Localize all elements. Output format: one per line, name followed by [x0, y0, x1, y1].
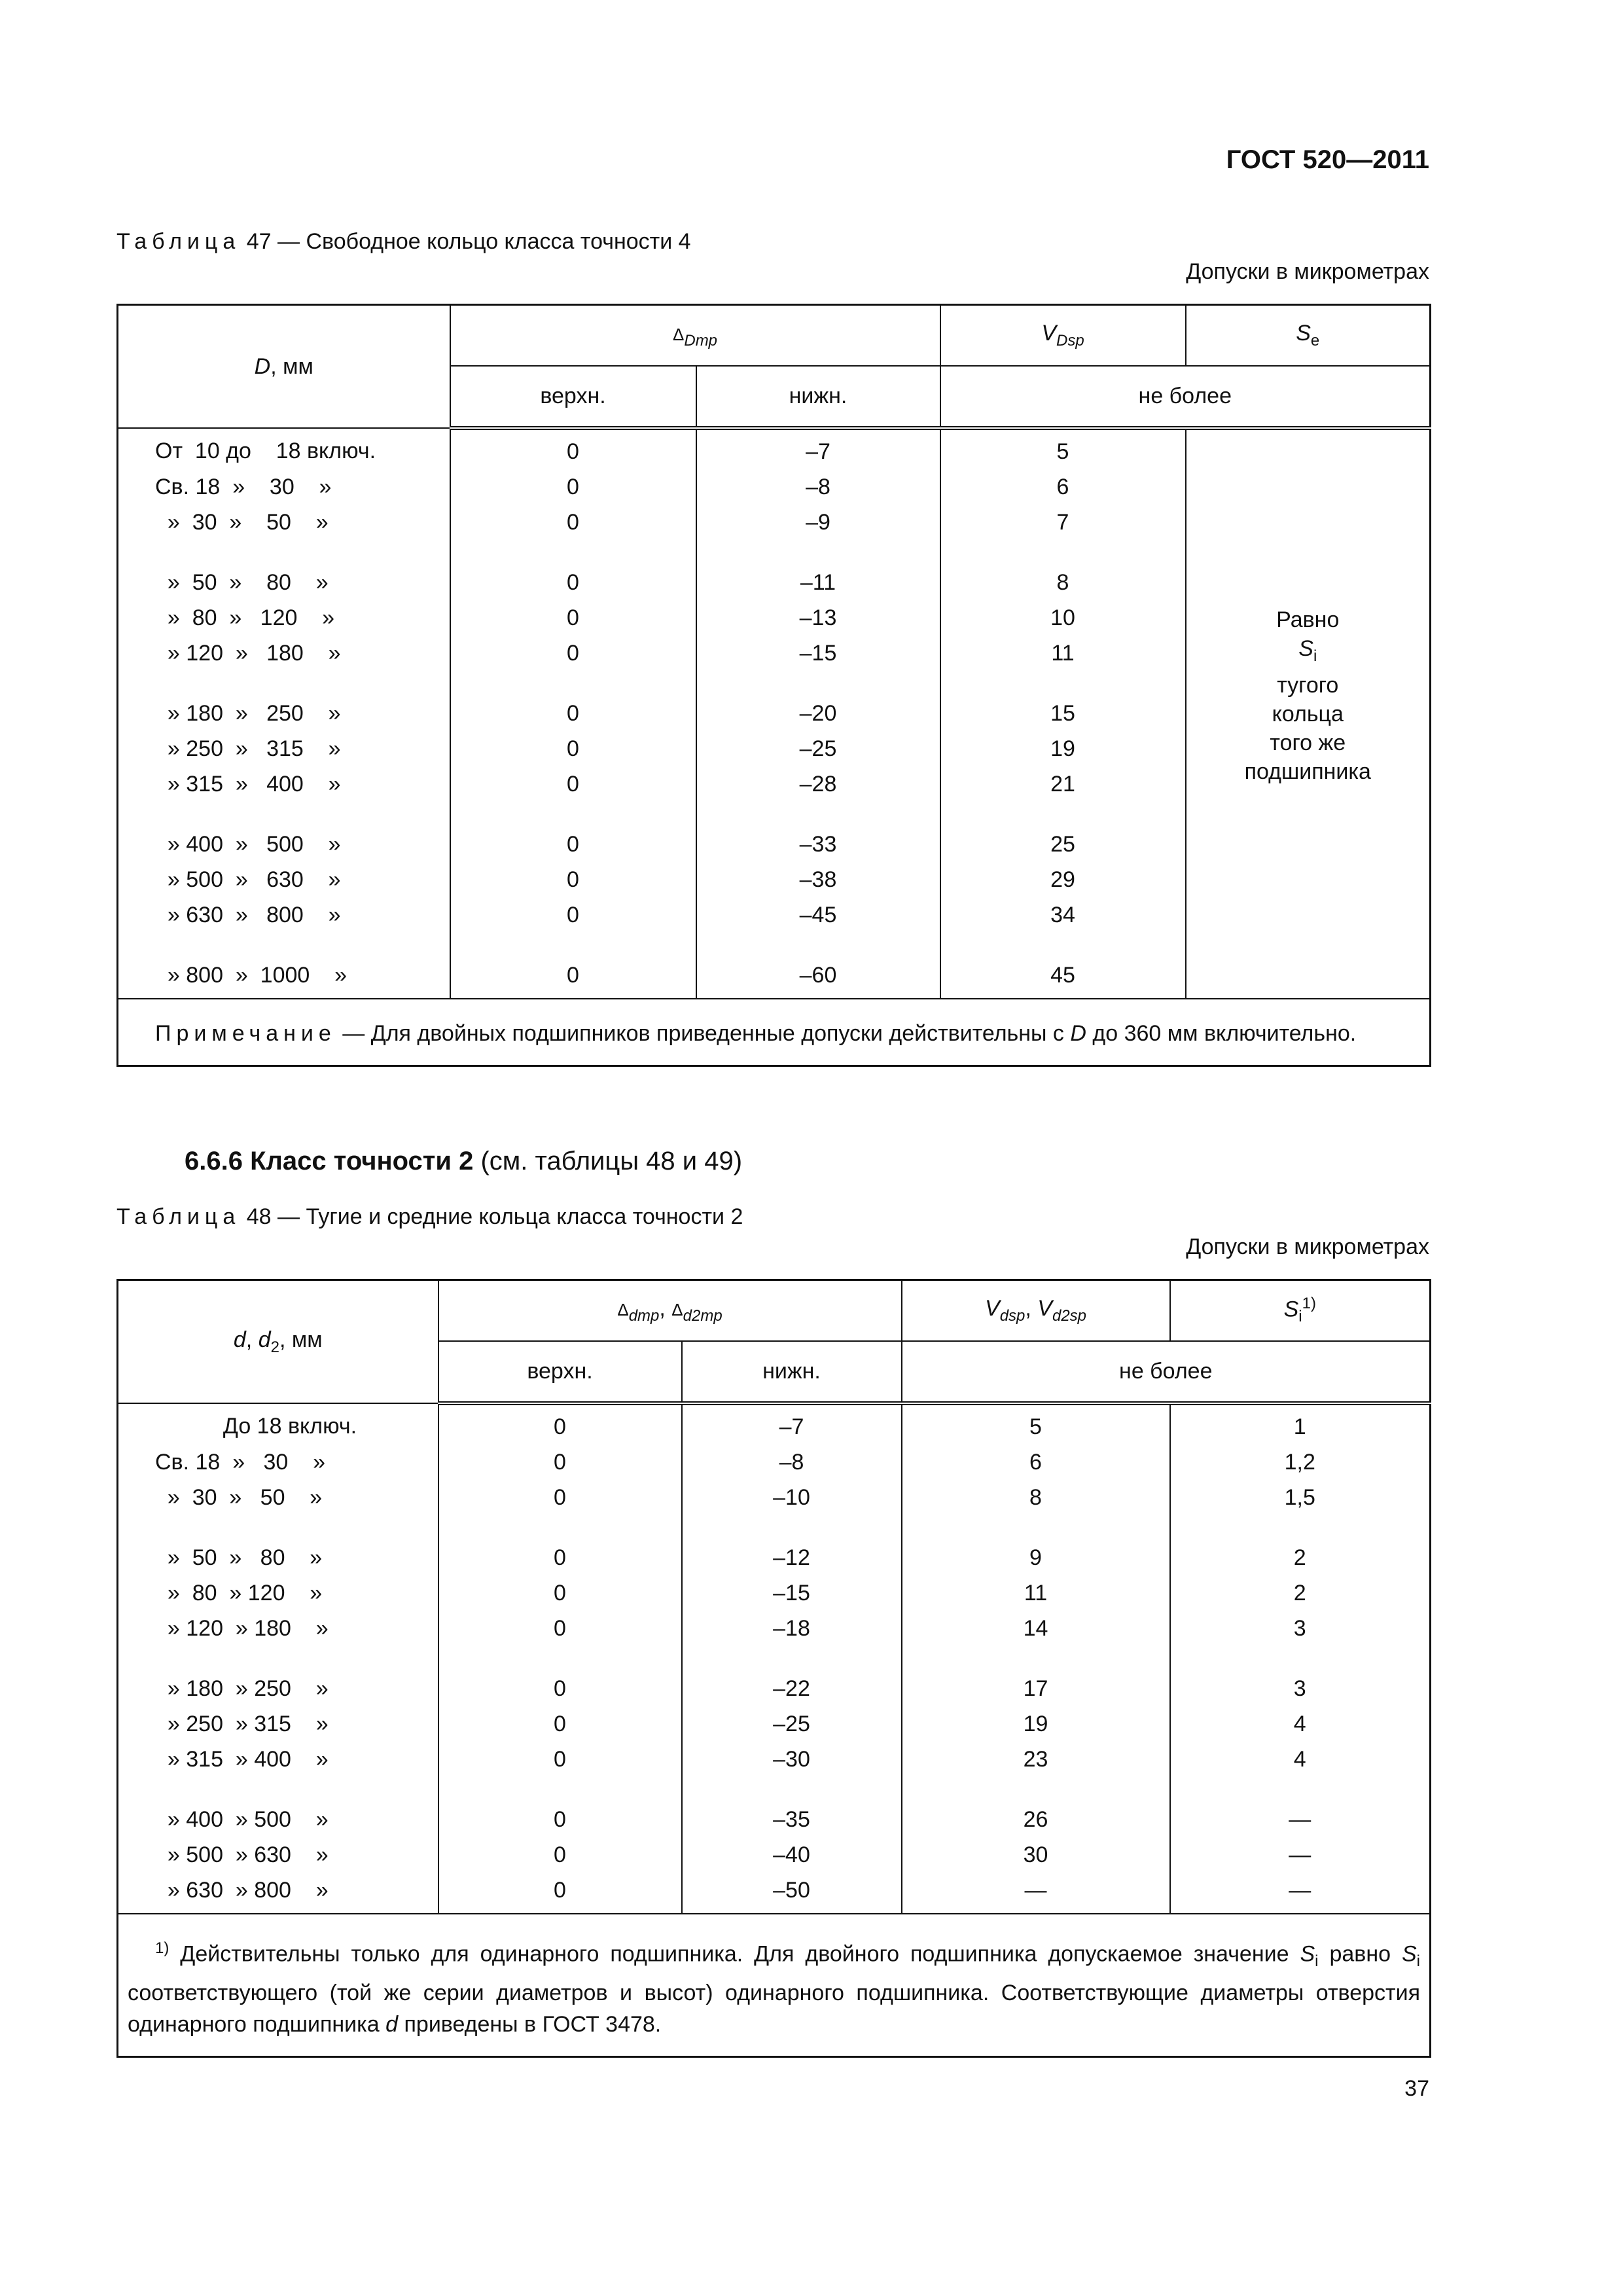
v-cell: 5	[902, 1403, 1170, 1444]
delta-symbol: Δ	[617, 1300, 629, 1320]
v-cell: 6	[902, 1444, 1170, 1480]
range-cell: До 18 включ.	[118, 1403, 438, 1444]
se-text-line: тугого	[1277, 672, 1339, 698]
upper-cell: 0	[450, 505, 696, 540]
v-cell: 29	[940, 862, 1186, 897]
v-cell: 19	[940, 731, 1186, 766]
footnote-text: Действительны только для одинарного подшипника. Для двойного подшипника допускаемое значение	[169, 1941, 1300, 1967]
table-row	[118, 1873, 1431, 1914]
v-symbol: V	[1037, 1296, 1052, 1321]
d-unit: , мм	[270, 353, 313, 379]
col-header-d: d, $d_2$, мм	[118, 1280, 438, 1404]
upper-cell: 0	[450, 897, 696, 933]
row-gap	[118, 1646, 1431, 1671]
page-number: 37	[1404, 2076, 1429, 2101]
note-d-symbol: D	[1070, 1021, 1086, 1046]
s-sub: e	[1310, 331, 1320, 350]
col-header-v-dsp: $V_{dsp}$, $V_{d2sp}$	[902, 1280, 1170, 1342]
upper-cell: 0	[438, 1873, 682, 1914]
footnote-mark: 1)	[155, 1939, 169, 1957]
table-note-row	[118, 999, 1431, 1066]
d-symbol: D	[254, 353, 271, 379]
footnote-text: равно	[1318, 1941, 1402, 1967]
table-row	[118, 1403, 1431, 1444]
v-cell: 11	[940, 636, 1186, 671]
v-cell: 10	[940, 600, 1186, 636]
v-cell: 9	[902, 1540, 1170, 1575]
range-cell: От 10 до 18 включ.	[118, 428, 450, 469]
v-cell: 26	[902, 1802, 1170, 1837]
lower-cell: –15	[682, 1575, 902, 1611]
range-cell: » 180 » 250 »	[118, 1671, 438, 1706]
range-cell: » 500 » 630 »	[118, 862, 450, 897]
delta-sub: dmp	[628, 1306, 660, 1325]
v-cell: 17	[902, 1671, 1170, 1706]
note-text: до 360 мм включительно.	[1086, 1021, 1357, 1046]
caption-text: 47 — Свободное кольцо класса точности 4	[240, 229, 691, 254]
range-cell: » 400 » 500 »	[118, 827, 450, 862]
lower-cell: –50	[682, 1873, 902, 1914]
v-cell: 45	[940, 958, 1186, 999]
d-symbol: d	[233, 1327, 246, 1352]
upper-cell: 0	[438, 1444, 682, 1480]
s-symbol: S	[1296, 321, 1311, 346]
v-cell: 8	[902, 1480, 1170, 1515]
section-heading	[185, 1147, 742, 1176]
table-48	[116, 1279, 1431, 2058]
lower-cell: –11	[696, 565, 940, 600]
document-code: ГОСТ 520—2011	[1226, 145, 1429, 174]
s-cell: 1	[1170, 1403, 1431, 1444]
col-header-delta-dmp	[450, 305, 940, 367]
section-reference: (см. таблицы 48 и 49)	[473, 1147, 743, 1175]
range-cell: » 800 » 1000 »	[118, 958, 450, 999]
se-text-si	[1186, 634, 1430, 671]
se-merged-cell	[1186, 428, 1431, 958]
upper-cell: 0	[450, 696, 696, 731]
se-text-line: кольца	[1272, 701, 1344, 726]
note-label: Примечание	[155, 1021, 336, 1046]
s-footnote-mark: 1)	[1302, 1295, 1316, 1313]
table-row	[118, 1480, 1431, 1515]
lower-cell: –9	[696, 505, 940, 540]
v-sub: d2sp	[1052, 1306, 1087, 1325]
upper-cell: 0	[438, 1742, 682, 1777]
upper-cell: 0	[450, 862, 696, 897]
lower-cell: –22	[682, 1671, 902, 1706]
v-sub: Dsp	[1056, 331, 1084, 350]
s-cell: 2	[1170, 1575, 1431, 1611]
upper-cell: 0	[438, 1575, 682, 1611]
note-text: — Для двойных подшипников приведенные допуски действительны с	[336, 1021, 1071, 1046]
row-gap	[118, 1777, 1431, 1802]
table-note	[118, 999, 1431, 1066]
s-cell: —	[1170, 1873, 1431, 1914]
subheader-lower: нижн.	[682, 1341, 902, 1403]
range-cell: » 315 » 400 »	[118, 766, 450, 802]
s-cell: 4	[1170, 1706, 1431, 1742]
s-cell: 3	[1170, 1671, 1431, 1706]
upper-cell: 0	[450, 731, 696, 766]
footnote-s-sub: i	[1315, 1952, 1319, 1971]
v-cell: 6	[940, 469, 1186, 505]
range-cell: » 120 » 180 »	[118, 1611, 438, 1646]
col-header-s-e	[1186, 305, 1431, 367]
v-symbol: V	[1041, 321, 1057, 346]
se-text-line: подшипника	[1244, 759, 1371, 784]
upper-cell: 0	[438, 1802, 682, 1837]
v-cell: 34	[940, 897, 1186, 933]
table-47-units: Допуски в микрометрах	[1186, 259, 1429, 284]
v-cell: 14	[902, 1611, 1170, 1646]
table-row	[118, 1611, 1431, 1646]
table-48-caption	[116, 1204, 743, 1230]
table-row	[118, 1706, 1431, 1742]
upper-cell: 0	[450, 827, 696, 862]
footnote-d-symbol: d	[385, 2012, 399, 2037]
lower-cell: –20	[696, 696, 940, 731]
row-gap	[118, 1515, 1431, 1540]
table-footnote	[118, 1914, 1431, 2057]
caption-label: Таблица	[116, 229, 241, 254]
subheader-upper: верхн.	[438, 1341, 682, 1403]
upper-cell: 0	[438, 1480, 682, 1515]
col-header-delta-dmp: $\Delta_{dmp}$, $\Delta_{d2mp}$	[438, 1280, 902, 1342]
range-cell: » 250 » 315 »	[118, 731, 450, 766]
footnote-text: приведены в ГОСТ 3478.	[398, 2012, 662, 2037]
caption-label: Таблица	[116, 1204, 241, 1229]
table-row	[118, 1671, 1431, 1706]
v-cell: 5	[940, 428, 1186, 469]
range-cell: » 50 » 80 »	[118, 565, 450, 600]
upper-cell: 0	[438, 1540, 682, 1575]
lower-cell: –25	[696, 731, 940, 766]
lower-cell: –12	[682, 1540, 902, 1575]
upper-cell: 0	[450, 958, 696, 999]
v-cell: 25	[940, 827, 1186, 862]
col-header-d	[118, 305, 450, 429]
range-cell: » 30 » 50 »	[118, 505, 450, 540]
range-cell: » 630 » 800 »	[118, 1873, 438, 1914]
table-footnote-row	[118, 1914, 1431, 2057]
lower-cell: –8	[682, 1444, 902, 1480]
s-cell: 4	[1170, 1742, 1431, 1777]
range-cell: » 315 » 400 »	[118, 1742, 438, 1777]
si-sub: i	[1313, 647, 1317, 665]
v-cell: 15	[940, 696, 1186, 731]
range-cell: » 500 » 630 »	[118, 1837, 438, 1873]
s-symbol: S	[1283, 1297, 1299, 1322]
v-cell: 7	[940, 505, 1186, 540]
table-row	[118, 1742, 1431, 1777]
lower-cell: –25	[682, 1706, 902, 1742]
lower-cell: –30	[682, 1742, 902, 1777]
caption-text: 48 — Тугие и средние кольца класса точности 2	[240, 1204, 743, 1229]
footnote-s-symbol: S	[1401, 1941, 1417, 1967]
upper-cell: 0	[438, 1837, 682, 1873]
lower-cell: –13	[696, 600, 940, 636]
range-cell: » 30 » 50 »	[118, 1480, 438, 1515]
v-cell: 19	[902, 1706, 1170, 1742]
lower-cell: –15	[696, 636, 940, 671]
v-cell: 21	[940, 766, 1186, 802]
s-sub: i	[1298, 1308, 1302, 1326]
delta-symbol: Δ	[671, 1300, 683, 1320]
lower-cell: –35	[682, 1802, 902, 1837]
d2-symbol: d	[258, 1327, 271, 1352]
table-row	[118, 1444, 1431, 1480]
range-cell: » 180 » 250 »	[118, 696, 450, 731]
delta-sub: Dmp	[684, 331, 718, 350]
s-cell: 1,2	[1170, 1444, 1431, 1480]
lower-cell: –38	[696, 862, 940, 897]
table-row	[118, 1802, 1431, 1837]
upper-cell: 0	[450, 600, 696, 636]
s-cell: 1,5	[1170, 1480, 1431, 1515]
v-symbol: V	[985, 1296, 1000, 1321]
lower-cell: –28	[696, 766, 940, 802]
range-cell: » 120 » 180 »	[118, 636, 450, 671]
subheader-max: не более	[902, 1341, 1431, 1403]
table-row	[118, 1540, 1431, 1575]
s-cell: —	[1170, 1837, 1431, 1873]
se-text-line: того же	[1270, 730, 1346, 755]
d-unit: , мм	[279, 1327, 323, 1352]
range-cell: » 80 » 120 »	[118, 1575, 438, 1611]
lower-cell: –7	[696, 428, 940, 469]
lower-cell: –60	[696, 958, 940, 999]
lower-cell: –33	[696, 827, 940, 862]
range-cell: Св. 18 » 30 »	[118, 469, 450, 505]
v-sub: dsp	[999, 1306, 1026, 1325]
col-header-s-i	[1170, 1280, 1431, 1342]
v-cell: 30	[902, 1837, 1170, 1873]
v-cell: 8	[940, 565, 1186, 600]
d2-sub: 2	[270, 1338, 279, 1356]
footnote-s-symbol: S	[1300, 1941, 1315, 1967]
upper-cell: 0	[450, 565, 696, 600]
upper-cell: 0	[450, 766, 696, 802]
upper-cell: 0	[450, 469, 696, 505]
range-cell: » 80 » 120 »	[118, 600, 450, 636]
delta-symbol: Δ	[672, 325, 685, 345]
v-cell: —	[902, 1873, 1170, 1914]
s-cell: 2	[1170, 1540, 1431, 1575]
range-cell: » 250 » 315 »	[118, 1706, 438, 1742]
v-cell: 23	[902, 1742, 1170, 1777]
upper-cell: 0	[438, 1403, 682, 1444]
range-cell: » 50 » 80 »	[118, 1540, 438, 1575]
footnote-s-sub: i	[1416, 1952, 1421, 1971]
si-symbol: S	[1298, 636, 1313, 662]
subheader-max: не более	[940, 366, 1431, 428]
lower-cell: –45	[696, 897, 940, 933]
range-cell: » 400 » 500 »	[118, 1802, 438, 1837]
section-title: 6.6.6 Класс точности 2	[185, 1147, 474, 1175]
s-cell: 3	[1170, 1611, 1431, 1646]
upper-cell: 0	[438, 1706, 682, 1742]
lower-cell: –7	[682, 1403, 902, 1444]
table-48-units: Допуски в микрометрах	[1186, 1234, 1429, 1259]
lower-cell: –40	[682, 1837, 902, 1873]
delta-sub: d2mp	[683, 1306, 722, 1325]
s-cell: —	[1170, 1802, 1431, 1837]
se-text-line: Равно	[1276, 607, 1340, 633]
upper-cell: 0	[450, 636, 696, 671]
v-cell: 11	[902, 1575, 1170, 1611]
upper-cell: 0	[438, 1611, 682, 1646]
upper-cell: 0	[438, 1671, 682, 1706]
col-header-v-dsp	[940, 305, 1186, 367]
lower-cell: –18	[682, 1611, 902, 1646]
subheader-lower: нижн.	[696, 366, 940, 428]
table-row	[118, 428, 1431, 469]
table-row	[118, 958, 1431, 999]
table-47-caption	[116, 229, 691, 255]
footnote-text: соответствующего (той же серии диаметров и высот) одинарного подшипника. Соответствующие диаметры отверстия одинарного подшипника	[128, 1981, 1421, 2037]
table-47	[116, 304, 1431, 1067]
range-cell: » 630 » 800 »	[118, 897, 450, 933]
table-row	[118, 1575, 1431, 1611]
subheader-upper: верхн.	[450, 366, 696, 428]
table-row	[118, 1837, 1431, 1873]
lower-cell: –10	[682, 1480, 902, 1515]
upper-cell: 0	[450, 428, 696, 469]
range-cell: Св. 18 » 30 »	[118, 1444, 438, 1480]
lower-cell: –8	[696, 469, 940, 505]
